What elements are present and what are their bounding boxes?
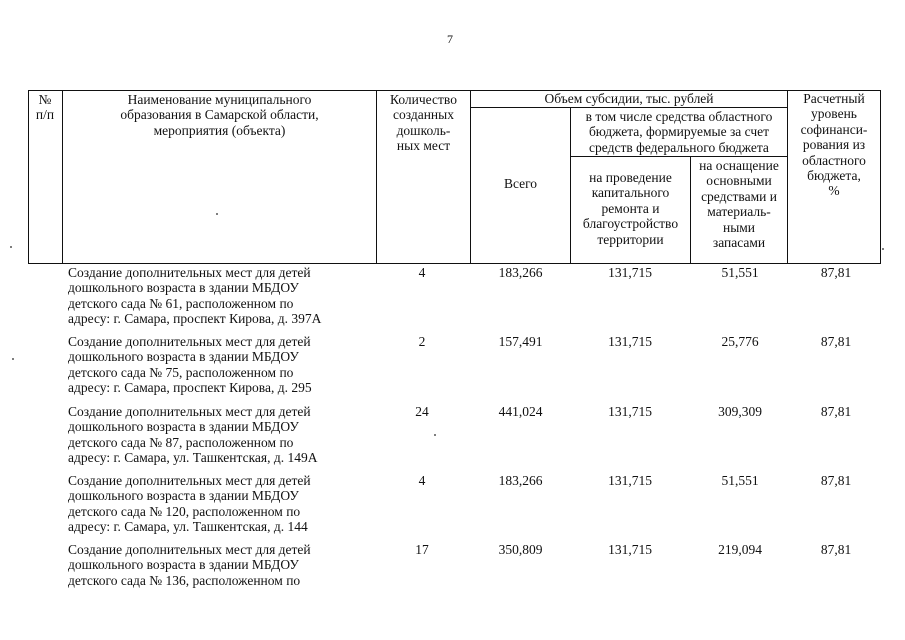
header-name: Наименование муниципального образования в Самарской области, мероприятия (объекта) — [120, 92, 319, 138]
subsidy-capital: 131,715 — [608, 404, 652, 419]
page-number: 7 — [447, 32, 453, 46]
subsidy-total: 157,491 — [498, 334, 543, 349]
scan-speck — [434, 434, 436, 436]
scan-speck — [10, 246, 12, 248]
subsidy-equipment: 309,309 — [718, 404, 762, 419]
subsidy-equipment: 51,551 — [721, 473, 759, 488]
places-count: 24 — [415, 404, 429, 419]
subsidy-total: 183,266 — [498, 265, 543, 280]
subsidy-divider — [470, 107, 787, 108]
subsidy-capital: 131,715 — [608, 542, 652, 557]
places-count: 4 — [418, 265, 426, 280]
subsidy-total: 350,809 — [498, 542, 543, 557]
cofinancing-rate: 87,81 — [820, 542, 852, 557]
subsidy-equipment: 25,776 — [721, 334, 759, 349]
header-capital: на проведение капитального ремонта и благоустройство территории — [582, 170, 679, 247]
places-count: 2 — [418, 334, 426, 349]
scan-speck — [882, 248, 884, 250]
cofinancing-rate: 87,81 — [820, 334, 852, 349]
cofinancing-rate: 87,81 — [820, 265, 852, 280]
subsidy-total: 441,024 — [498, 404, 543, 419]
object-name: Создание дополнительных мест для детей дошкольного возраста в здании МБДОУ детского сада № 87, расположенном по адресу: г. Самара, ул. Ташкентская, д. 149А — [68, 404, 318, 466]
header-subsidy: Объем субсидии, тыс. рублей — [544, 91, 714, 106]
object-name: Создание дополнительных мест для детей дошкольного возраста в здании МБДОУ детского сада № 75, расположенном по адресу: г. Самара, проспект Кирова, д. 295 — [68, 334, 312, 396]
border-right — [880, 90, 881, 264]
subsidy-capital: 131,715 — [608, 265, 652, 280]
subsidy-equipment: 51,551 — [721, 265, 759, 280]
object-name: Создание дополнительных мест для детей дошкольного возраста в здании МБДОУ детского сада № 61, расположенном по адресу: г. Самара, проспект Кирова, д. 397А — [68, 265, 322, 327]
places-count: 17 — [415, 542, 429, 557]
header-equipment: на оснащение основными средствами и материаль- ными запасами — [699, 158, 779, 251]
object-name: Создание дополнительных мест для детей дошкольного возраста в здании МБДОУ детского сада № 120, расположенном по адресу: г. Самара, ул. Ташкентская, д. 144 — [68, 473, 311, 535]
cofinancing-rate: 87,81 — [820, 473, 852, 488]
table-row — [0, 334, 905, 414]
table-row — [0, 404, 905, 484]
places-count: 4 — [418, 473, 426, 488]
scan-speck — [12, 358, 14, 360]
subsidy-capital: 131,715 — [608, 334, 652, 349]
table-row — [0, 265, 905, 345]
cofinancing-rate: 87,81 — [820, 404, 852, 419]
object-name: Создание дополнительных мест для детей дошкольного возраста в здании МБДОУ детского сада № 136, расположенном по — [68, 542, 311, 588]
subsidy-equipment: 219,094 — [718, 542, 762, 557]
table-row — [0, 542, 905, 602]
header-rate: Расчетный уровень софинанси- рования из областного бюджета, % — [800, 91, 868, 199]
header-bottom-border — [28, 263, 881, 264]
header-total: Всего — [503, 176, 538, 191]
header-federal: в том числе средства областного бюджета, формируемые за счет средств федерального бюджета — [585, 109, 773, 155]
header-qty: Количество созданных дошколь- ных мест — [390, 92, 457, 154]
scan-speck — [216, 213, 218, 215]
subsidy-capital: 131,715 — [608, 473, 652, 488]
subsidy-total: 183,266 — [498, 473, 543, 488]
header-num: № п/п — [35, 92, 55, 123]
table-row — [0, 473, 905, 553]
federal-divider — [570, 156, 787, 157]
